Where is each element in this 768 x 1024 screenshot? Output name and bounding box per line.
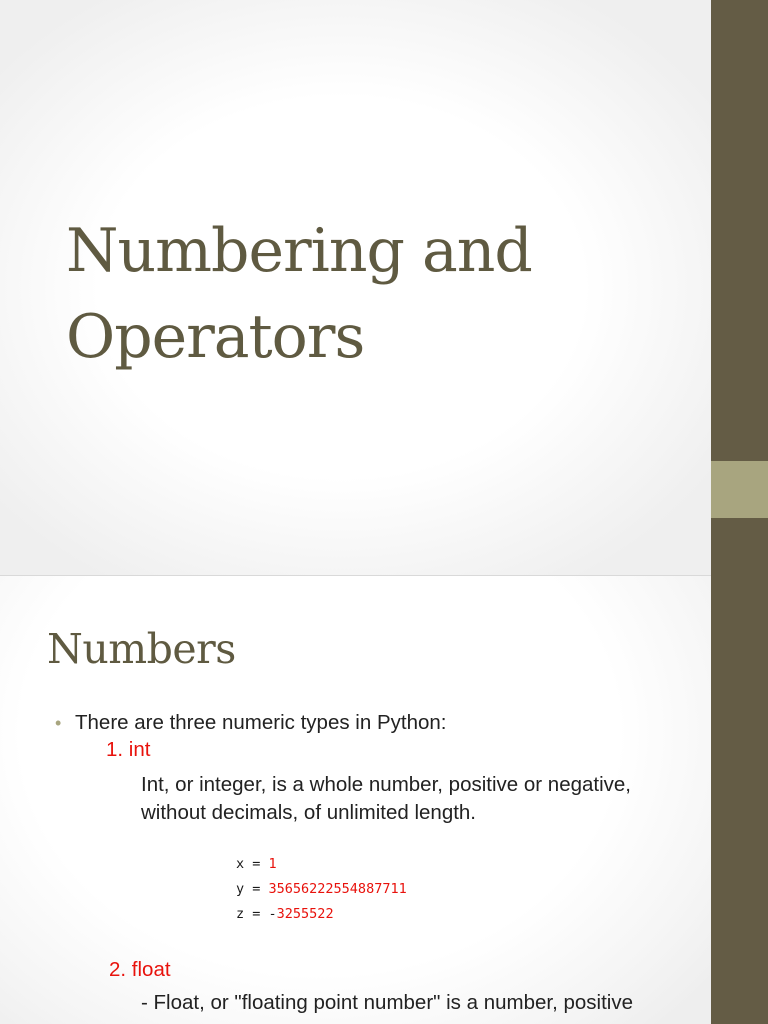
code-line-y: [236, 881, 407, 897]
code-var: z: [236, 906, 245, 922]
int-description-line-2: without decimals, of unlimited length.: [141, 801, 477, 824]
code-sample: [236, 852, 407, 927]
slide-title: [66, 208, 532, 380]
code-operator: =: [244, 881, 269, 897]
code-operator: =: [244, 906, 269, 922]
int-description: [141, 771, 631, 827]
code-operator: =: [244, 856, 269, 872]
code-line-z: [236, 906, 334, 922]
bullet-text: There are three numeric types in Python:: [75, 711, 447, 734]
int-heading: 1. int: [106, 738, 151, 761]
code-sign: -: [268, 906, 277, 922]
code-var: y: [236, 881, 245, 897]
code-value: 1: [268, 856, 277, 872]
numbers-slide: [0, 576, 711, 1024]
code-value: 3255522: [276, 906, 334, 922]
code-value: 35656222554887711: [268, 881, 407, 897]
float-description: - Float, or "floating point number" is a number, positive: [141, 991, 633, 1014]
title-line-2: Operators: [66, 302, 365, 372]
section-heading: Numbers: [47, 625, 236, 673]
bullet-icon: •: [55, 713, 62, 733]
code-line-x: [236, 856, 277, 872]
code-var: x: [236, 856, 245, 872]
title-line-1: Numbering and: [66, 216, 532, 286]
int-description-line-1: Int, or integer, is a whole number, positive or negative,: [141, 773, 631, 796]
float-heading: 2. float: [109, 958, 171, 981]
sidebar-accent-block: [711, 461, 768, 518]
